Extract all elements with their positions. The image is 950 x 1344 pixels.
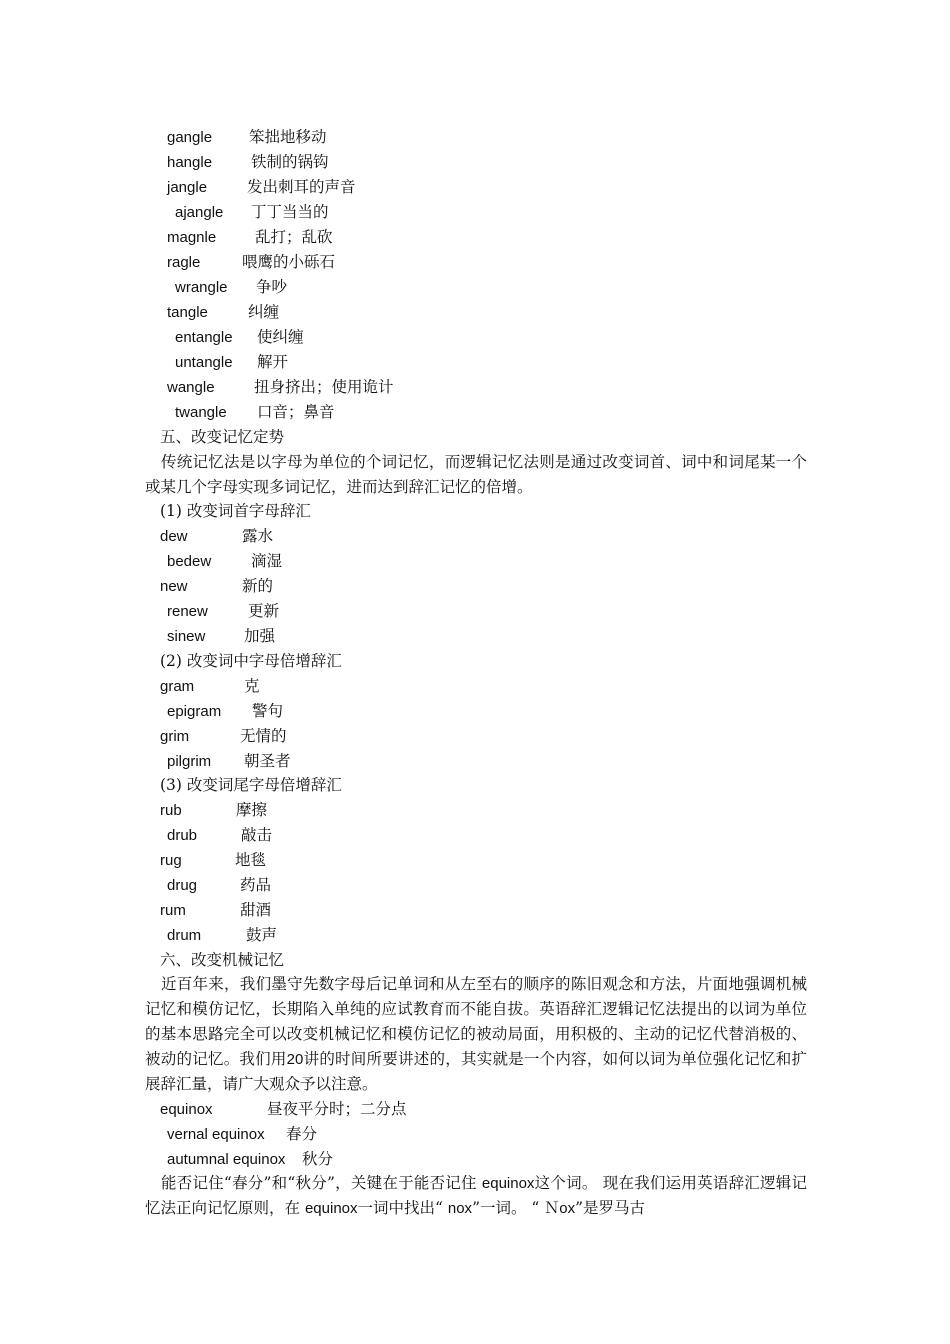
vocab-meaning: 无情的 bbox=[240, 727, 287, 745]
vocab-word: jangle bbox=[167, 179, 208, 196]
vocab-line bbox=[167, 1122, 317, 1146]
vocab-line bbox=[167, 175, 356, 199]
vocab-meaning: 露水 bbox=[242, 527, 274, 545]
vocab-meaning: 药品 bbox=[240, 876, 272, 894]
vocab-line bbox=[167, 375, 394, 399]
vocab-meaning: 地毯 bbox=[235, 851, 267, 869]
vocab-meaning: 笨拙地移动 bbox=[249, 128, 327, 146]
section-paragraph bbox=[145, 1171, 807, 1221]
vocab-word: hangle bbox=[167, 154, 213, 171]
vocab-line bbox=[167, 823, 272, 847]
vocab-word: sinew bbox=[167, 628, 206, 645]
vocab-word: epigram bbox=[167, 703, 222, 720]
paragraph-term: nox bbox=[447, 1200, 473, 1217]
subsection-heading: (3) 改变词尾字母倍增辞汇 bbox=[160, 776, 342, 794]
paragraph-text: 这个词。 现在我们运用英语辞汇逻辑记忆法正向记忆原则，在 bbox=[145, 1174, 807, 1217]
vocab-meaning: 更新 bbox=[248, 602, 280, 620]
vocab-word: rum bbox=[160, 902, 186, 919]
vocab-meaning: 丁丁当当的 bbox=[251, 203, 329, 221]
vocab-meaning: 扭身挤出；使用诡计 bbox=[254, 378, 394, 396]
vocab-line bbox=[167, 873, 271, 897]
vocab-line bbox=[160, 848, 266, 872]
vocab-line bbox=[160, 724, 287, 748]
paragraph-text: 讲的时间所要讲述的，其实就是一个内容，如何以词为单位强化记忆和扩展辞汇量，请广大观众予以注意。 bbox=[145, 1050, 807, 1093]
vocab-meaning: 加强 bbox=[244, 627, 276, 645]
vocab-line bbox=[167, 225, 333, 249]
vocab-word: rug bbox=[160, 852, 182, 869]
vocab-word: bedew bbox=[167, 553, 212, 570]
vocab-meaning: 敲击 bbox=[241, 826, 273, 844]
vocab-word: entangle bbox=[175, 329, 233, 346]
vocab-line bbox=[160, 798, 267, 822]
vocab-line bbox=[175, 325, 304, 349]
vocab-meaning: 解开 bbox=[257, 353, 289, 371]
vocab-word: ajangle bbox=[175, 204, 224, 221]
vocab-line bbox=[160, 524, 273, 548]
vocab-line bbox=[175, 350, 288, 374]
vocab-meaning: 摩擦 bbox=[236, 801, 268, 819]
vocab-word: drub bbox=[167, 827, 198, 844]
vocab-word: untangle bbox=[175, 354, 233, 371]
vocab-line bbox=[167, 250, 335, 274]
vocab-word: grim bbox=[160, 728, 190, 745]
vocab-line bbox=[167, 300, 279, 324]
section-paragraph: 传统记忆法是以字母为单位的个词记忆，而逻辑记忆法则是通过改变词首、词中和词尾某一个或某几个字母实现多词记忆，进而达到辞汇记忆的倍增。 bbox=[145, 453, 807, 496]
vocab-line bbox=[160, 1097, 407, 1121]
vocab-meaning: 口音；鼻音 bbox=[257, 403, 335, 421]
vocab-word: pilgrim bbox=[167, 753, 212, 770]
vocab-meaning: 争吵 bbox=[256, 278, 288, 296]
vocab-meaning: 昼夜平分时；二分点 bbox=[267, 1100, 407, 1118]
vocab-word: twangle bbox=[175, 404, 227, 421]
section-heading: 六、改变机械记忆 bbox=[160, 951, 285, 969]
vocab-meaning: 铁制的锅钩 bbox=[251, 153, 329, 171]
paragraph-term: equinox bbox=[304, 1200, 358, 1217]
vocab-word: magnle bbox=[167, 229, 217, 246]
vocab-word: new bbox=[160, 578, 188, 595]
vocab-word: vernal equinox bbox=[167, 1126, 265, 1143]
vocab-word: rub bbox=[160, 802, 182, 819]
vocab-meaning: 纠缠 bbox=[248, 303, 280, 321]
vocab-word: gram bbox=[160, 678, 195, 695]
vocab-meaning: 春分 bbox=[286, 1125, 318, 1143]
paragraph-text: 能否记住“春分”和“秋分”，关键在于能否记住 bbox=[161, 1174, 477, 1192]
vocab-word: wrangle bbox=[175, 279, 228, 296]
vocab-line bbox=[175, 275, 287, 299]
vocab-line bbox=[167, 923, 277, 947]
vocab-line bbox=[167, 549, 282, 573]
vocab-word: drum bbox=[167, 927, 202, 944]
vocab-line bbox=[160, 674, 260, 698]
vocab-meaning: 使纠缠 bbox=[257, 328, 304, 346]
vocab-word: drug bbox=[167, 877, 198, 894]
vocab-line bbox=[167, 624, 275, 648]
vocab-meaning: 朝圣者 bbox=[244, 752, 291, 770]
vocab-meaning: 秋分 bbox=[302, 1150, 334, 1168]
subsection-heading: (2) 改变词中字母倍增辞汇 bbox=[160, 652, 342, 670]
vocab-meaning: 新的 bbox=[242, 577, 274, 595]
paragraph-text: 近百年来，我们墨守先数字母后记单词和从左至右的顺序的陈旧观念和方法，片面地强调机械记忆和模仿记忆，长期陷入单纯的应试教育而不能自拔。英语辞汇逻辑记忆法提出的以词为单位的基本思路完全可以改变机械记忆和模仿记忆的被动局面，用积极的、主动的记忆代替消极的、被动的记忆。我们用 bbox=[145, 975, 807, 1068]
vocab-word: wangle bbox=[167, 379, 215, 396]
vocab-line bbox=[175, 400, 335, 424]
vocab-line bbox=[167, 749, 291, 773]
vocab-meaning: 乱打；乱砍 bbox=[255, 228, 333, 246]
vocab-meaning: 喂鹰的小砾石 bbox=[242, 253, 336, 271]
vocab-word: gangle bbox=[167, 129, 213, 146]
paragraph-term: Ｎox bbox=[544, 1200, 576, 1217]
paragraph-text: 一词中找出“ bbox=[357, 1199, 443, 1217]
paragraph-term: equinox bbox=[481, 1175, 535, 1192]
vocab-line bbox=[175, 200, 329, 224]
vocab-word: autumnal equinox bbox=[167, 1151, 286, 1168]
vocab-meaning: 甜酒 bbox=[240, 901, 272, 919]
vocab-line bbox=[160, 574, 273, 598]
paragraph-number: 20 bbox=[286, 1051, 304, 1068]
vocab-meaning: 发出刺耳的声音 bbox=[247, 178, 356, 196]
vocab-word: tangle bbox=[167, 304, 208, 321]
vocab-line bbox=[167, 150, 329, 174]
section-heading: 五、改变记忆定势 bbox=[160, 428, 285, 446]
vocab-word: renew bbox=[167, 603, 208, 620]
paragraph-text: ”是罗马古 bbox=[575, 1199, 646, 1217]
vocab-meaning: 鼓声 bbox=[246, 926, 278, 944]
paragraph-text: ”一词。 “ bbox=[472, 1199, 540, 1217]
vocab-line bbox=[167, 599, 279, 623]
section-paragraph bbox=[145, 972, 807, 1097]
vocab-line bbox=[160, 898, 271, 922]
vocab-line bbox=[167, 699, 283, 723]
vocab-line bbox=[167, 125, 327, 149]
subsection-heading: (1) 改变词首字母辞汇 bbox=[160, 502, 311, 520]
vocab-word: ragle bbox=[167, 254, 201, 271]
vocab-word: dew bbox=[160, 528, 188, 545]
vocab-meaning: 警句 bbox=[252, 702, 284, 720]
vocab-word: equinox bbox=[160, 1101, 213, 1118]
vocab-meaning: 克 bbox=[244, 677, 260, 695]
vocab-line bbox=[167, 1147, 333, 1171]
vocab-meaning: 滴湿 bbox=[251, 552, 283, 570]
